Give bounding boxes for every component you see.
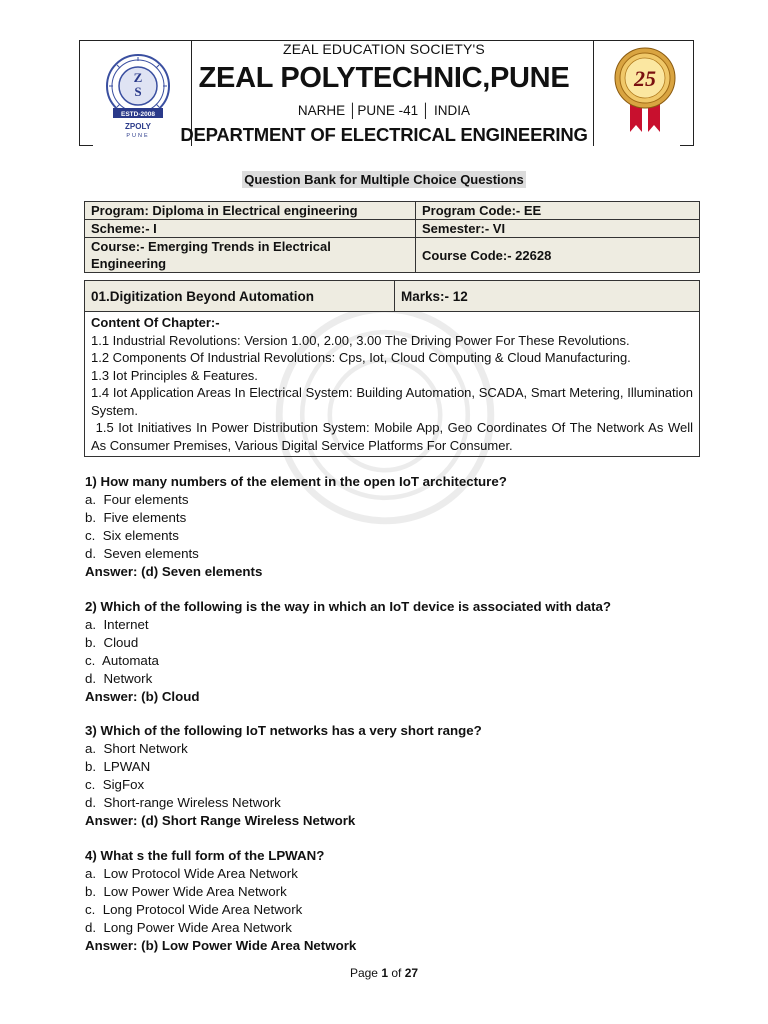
option: d. Short-range Wireless Network [85,794,281,810]
content-item: 1.1 Industrial Revolutions: Version 1.00, 2.00, 3.00 The Driving Power For These Revolutions. [91,332,630,348]
content-heading: Content Of Chapter:- [91,315,220,330]
question-text: 4) What s the full form of the LPWAN? [85,848,325,863]
program-info-table [84,201,700,273]
document-title [0,171,768,189]
question-text: 2) Which of the following is the way in which an IoT device is associated with data? [85,599,612,614]
option: b. Five elements [85,509,187,525]
logo-year: ESTD-2008 [121,111,155,118]
chapter-marks-cell: Marks:- 12 [395,281,700,312]
course-cell: Course:- Emerging Trends in Electrical Engineering [85,238,416,273]
question-text: 1) How many numbers of the element in the open IoT architecture? [85,474,507,489]
option: a. Internet [85,616,149,632]
society-name: ZEAL EDUCATION SOCIETY'S [283,41,485,57]
answer: Answer: (d) Seven elements [85,563,263,579]
logo-sub: PUNE [126,133,150,138]
question-block [85,598,611,705]
document-title-text: Question Bank for Multiple Choice Questions [244,172,524,187]
semester-cell: Semester:- VI [416,220,700,238]
svg-text:S: S [134,84,142,99]
department-name: DEPARTMENT OF ELECTRICAL ENGINEERING [180,124,588,145]
scheme-cell: Scheme:- I [85,220,416,238]
svg-text:Z: Z [133,70,143,85]
option: b. Cloud [85,634,139,650]
option: a. Low Protocol Wide Area Network [85,865,298,881]
option: b. LPWAN [85,758,151,774]
option: d. Long Power Wide Area Network [85,919,292,935]
college-address: NARHE │PUNE -41 │ INDIA [297,103,471,118]
option: a. Short Network [85,740,188,756]
option: c. SigFox [85,776,145,792]
question-block [85,847,356,954]
question-block [85,473,507,580]
program-code-cell: Program Code:- EE [416,202,700,220]
option: c. Automata [85,652,159,668]
logo-text: ZPOLY [125,122,151,131]
answer: Answer: (b) Low Power Wide Area Network [85,937,357,953]
of-label: of [391,966,402,980]
content-item: 1.2 Components Of Industrial Revolutions: Cps, Iot, Cloud Computing & Cloud Manufacturing. [91,350,631,365]
page-total: 27 [404,966,419,980]
chapter-name-cell: 01.Digitization Beyond Automation [85,281,395,312]
answer: Answer: (b) Cloud [85,688,200,704]
option: a. Four elements [85,491,189,507]
option: b. Low Power Wide Area Network [85,883,287,899]
content-item: 1.3 Iot Principles & Features. [91,367,258,383]
question-block [85,722,482,829]
program-cell: Program: Diploma in Electrical engineering [85,202,416,220]
chapter-content-cell [85,312,700,457]
content-item: 1.5 Iot Initiatives In Power Distribution System: Mobile App, Geo Coordinates Of The Network As Well As Consumer Premises, Various Digital Service Platforms For Consumer. [91,420,696,453]
college-name: ZEAL POLYTECHNIC,PUNE [198,62,570,94]
option: d. Network [85,670,153,686]
page-label: Page [349,966,378,980]
option: c. Six elements [85,527,179,543]
badge-number: 25 [634,66,656,91]
chapter-table [84,280,700,457]
answer: Answer: (d) Short Range Wireless Network [85,812,356,828]
course-code-cell: Course Code:- 22628 [416,238,700,273]
page-current: 1 [381,966,388,980]
page-number [0,966,768,980]
option: d. Seven elements [85,545,199,561]
option: c. Long Protocol Wide Area Network [85,901,303,917]
content-item: 1.4 Iot Application Areas In Electrical System: Building Automation, SCADA, Smart Metering, Illumination System. [91,385,693,418]
question-text: 3) Which of the following IoT networks has a very short range? [85,723,482,738]
